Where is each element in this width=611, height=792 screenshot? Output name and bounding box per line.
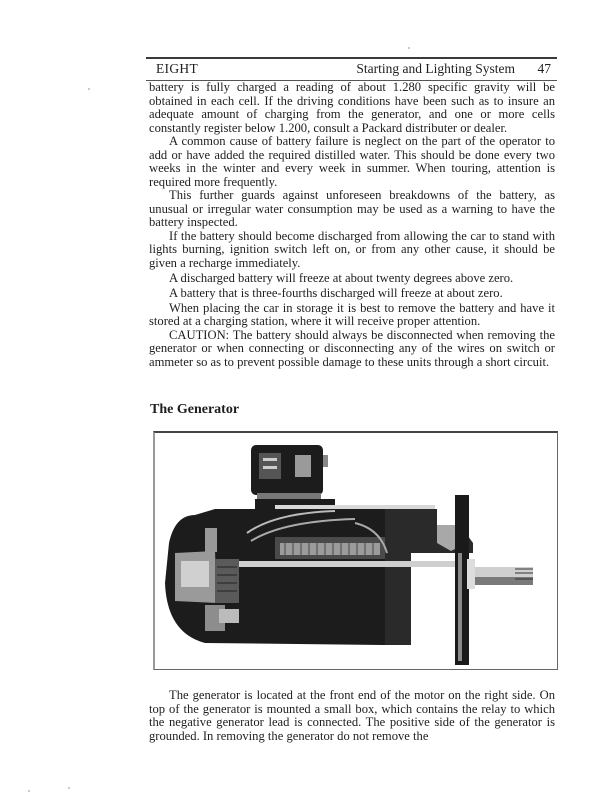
paragraph: This further guards against unforeseen breakdowns of the battery, as unusual or irregular water consumption may be used as a warning to have the battery inspected. (149, 188, 555, 229)
scan-speck (88, 88, 90, 90)
paragraph: When placing the car in storage it is best to remove the battery and have it stored at a charging station, where it will receive proper attention. (149, 300, 555, 328)
section-heading: The Generator (150, 402, 240, 417)
generator-body-text (149, 689, 555, 743)
paragraph: If the battery should become discharged from allowing the car to stand with lights burning, ignition switch left on, or from any other cause, it should be given a recharge immediately. (149, 228, 555, 270)
generator-figure (153, 431, 558, 670)
body-text (149, 81, 555, 369)
scan-speck (408, 47, 410, 49)
header-section-title: Starting and Lighting System (356, 61, 515, 76)
paragraph: A discharged battery will freeze at about twenty degrees above zero. (169, 270, 514, 285)
paragraph: A battery that is three-fourths discharged will freeze at about zero. (169, 285, 503, 300)
generator-cutaway-illustration (155, 433, 557, 669)
running-header (146, 57, 557, 81)
paragraph: The generator is located at the front end of the motor on the right side. On top of the generator is mounted a small box, which contains the relay to which the negative generator lead is connected. The positive side of the generator is grounded. In removing the generator do not remove the (149, 688, 555, 743)
chapter-label: EIGHT (156, 61, 198, 76)
scan-speck (68, 787, 70, 789)
paragraph: battery is fully charged a reading of about 1.280 specific gravity will be obtained in each cell. If the driving conditions have been such as to insure an adequate amount of charging from the generator, and one or more cells constantly register below 1.200, consult a Packard distributer or dealer. (149, 80, 555, 135)
page-number: 47 (537, 61, 551, 76)
paragraph: A common cause of battery failure is neglect on the part of the operator to add or have added the required distilled water. This should be done every two weeks in the winter and every week in summer. When touring, attention is required more frequently. (149, 134, 555, 189)
paragraph-caution: CAUTION: The battery should always be disconnected when removing the generator or when connecting or disconnecting any of the wires on switch or ammeter so as to prevent possible damage to these units through a short circuit. (149, 327, 555, 369)
